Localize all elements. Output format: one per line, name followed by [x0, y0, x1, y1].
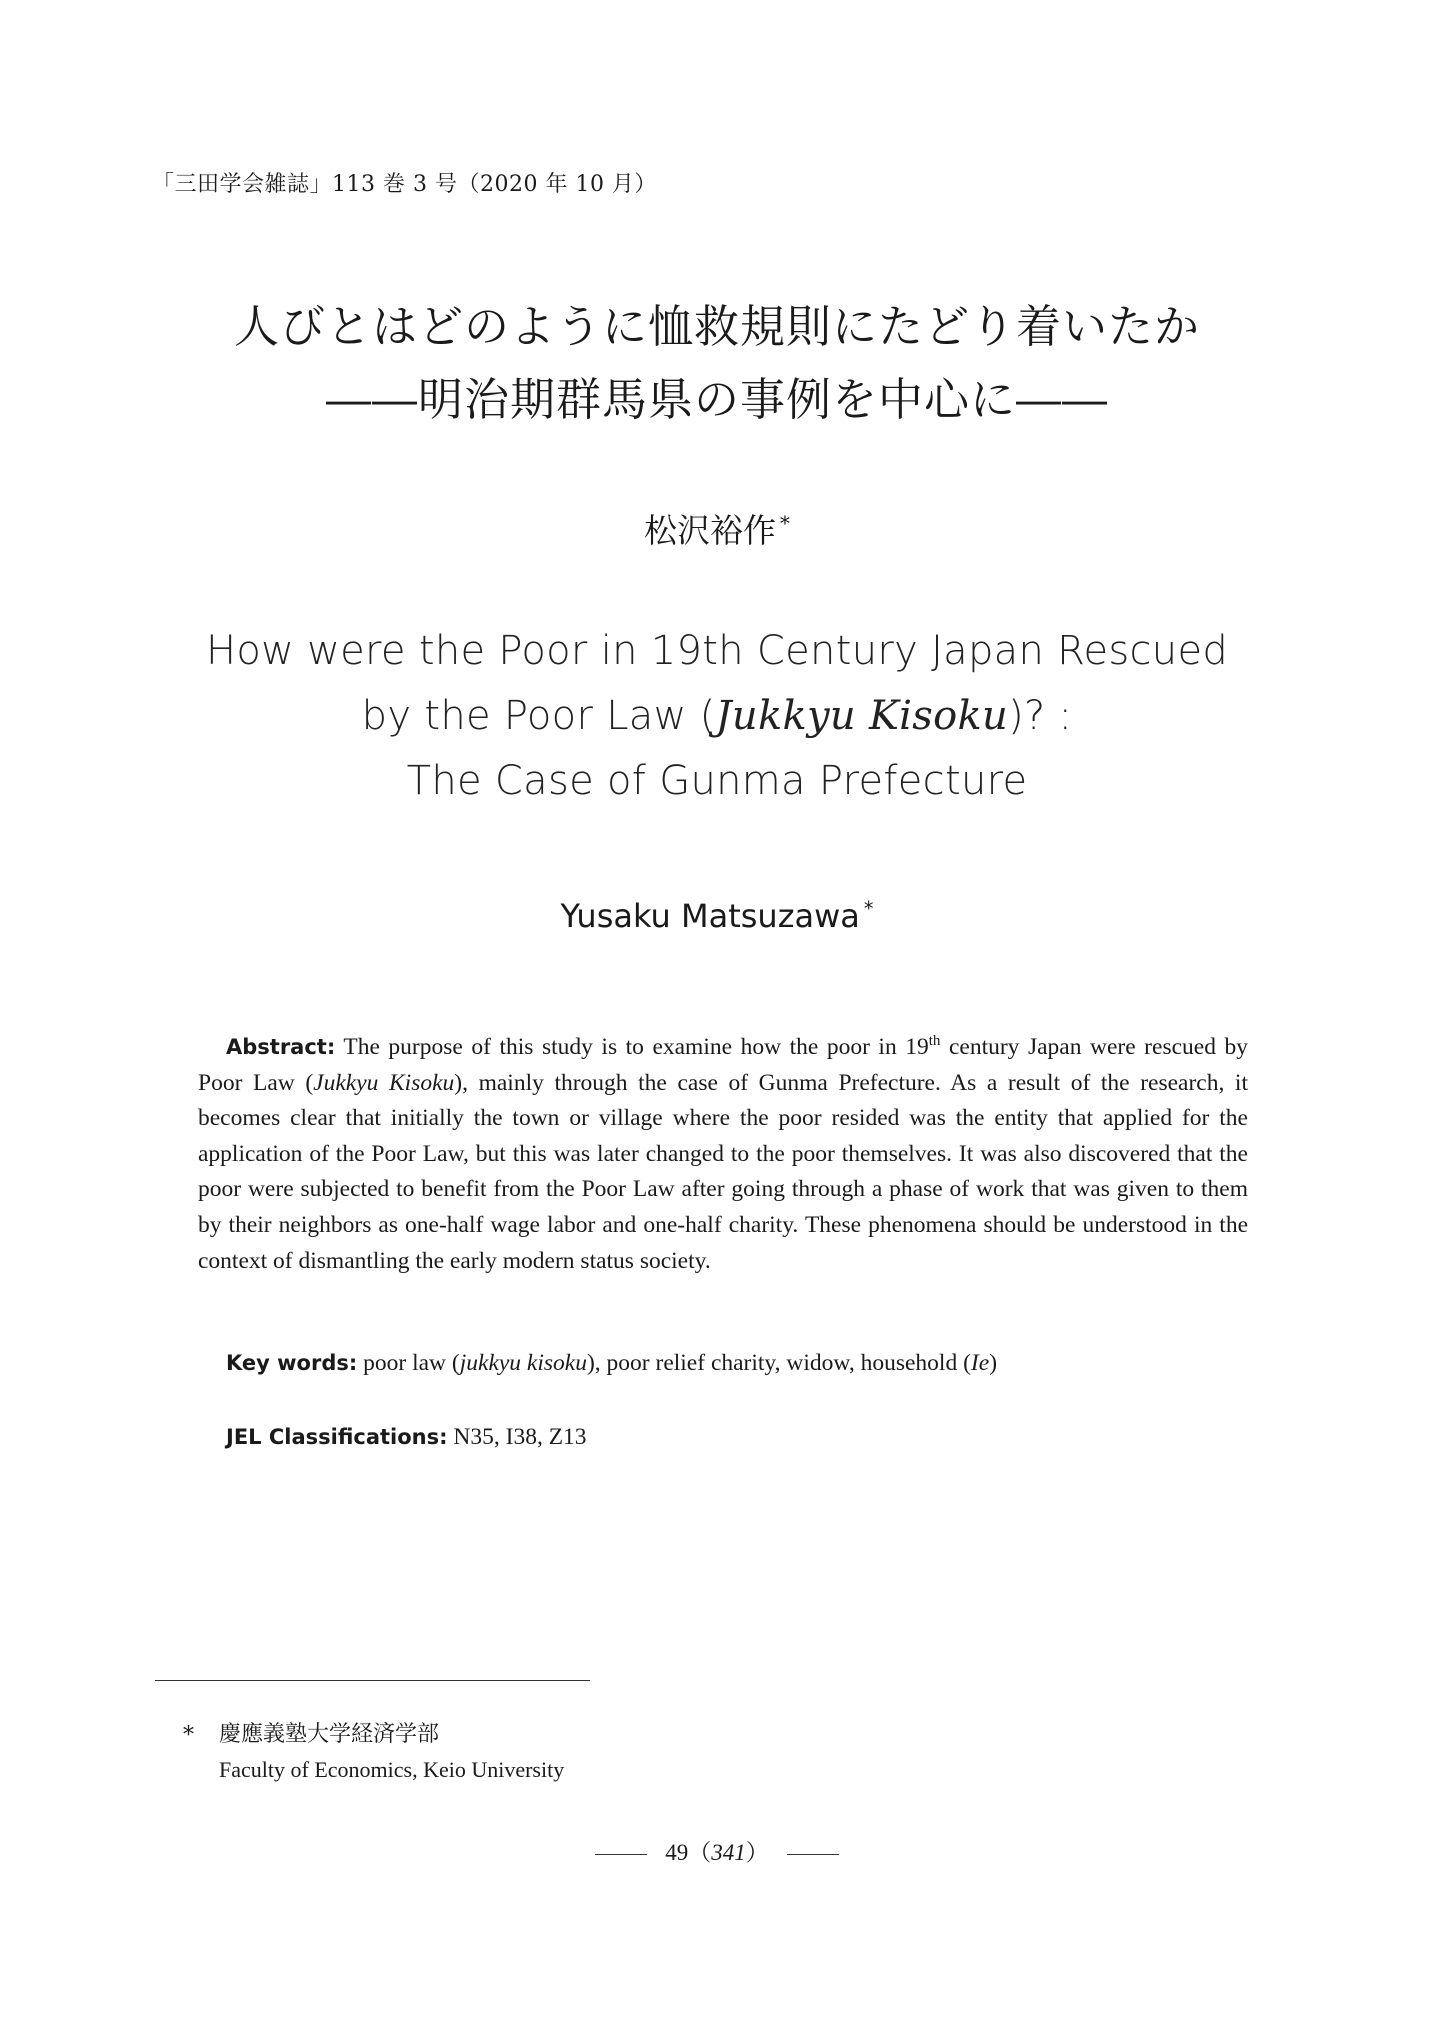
keywords-italic-2: Ie — [970, 1350, 990, 1376]
page-number-right-dash — [787, 1854, 839, 1855]
japanese-title-line-1: 人びとはどのように恤救規則にたどり着いたか — [233, 300, 1200, 353]
author-japanese-name: 松沢裕作 — [644, 511, 777, 550]
keywords-italic-1: jukkyu kisoku — [459, 1350, 587, 1376]
keywords — [226, 1350, 997, 1377]
jel-label: JEL Classifications: — [226, 1425, 448, 1449]
page-number-current: 49 — [665, 1840, 689, 1865]
jel-value: N35, I38, Z13 — [447, 1424, 587, 1450]
page-number-close-paren: ） — [745, 1840, 769, 1865]
english-title-line-2-pre: by the Poor Law ( — [361, 693, 716, 739]
author-footnote-mark: * — [780, 512, 790, 535]
keywords-text-1: poor law ( — [357, 1350, 460, 1376]
abstract — [198, 1030, 1248, 1279]
page-number-open-paren: （ — [688, 1840, 712, 1865]
page-number-left-dash — [595, 1854, 647, 1855]
keywords-text-2: ), poor relief charity, widow, household ( — [586, 1350, 971, 1376]
author-english-footnote-mark: * — [863, 897, 874, 921]
keywords-text-3: ) — [989, 1350, 998, 1376]
abstract-text-3: ), mainly through the case of Gunma Prefecture. As a result of the research, it becomes clear that initially the town or village where the poor resided was the entity that applied for the application of the Poor Law, but this was later changed to the poor themselves. It was also discovered that the poor were subjected to benefit from the Poor Law after going through a phase of work that was given to them by their neighbors as one-half wage labor and one-half charity. These phenomena should be understood in the context of dismantling the early modern status society. — [198, 1069, 1248, 1274]
footnote-rule — [155, 1680, 590, 1681]
journal-header: 「三田学会雑誌」113 巻 3 号（2020 年 10 月） — [152, 172, 657, 197]
english-title-line-2-post: )? : — [1008, 693, 1073, 739]
abstract-italic: Jukkyu Kisoku — [313, 1069, 455, 1096]
english-title-line-2 — [0, 693, 1434, 739]
japanese-title-line-2: ――明治期群馬県の事例を中心に―― — [325, 373, 1108, 426]
footnote-mark: * — [183, 1723, 194, 1748]
abstract-label: Abstract: — [226, 1035, 336, 1059]
footnote-lines — [219, 1716, 564, 1788]
author-english-name: Yusaku Matsuzawa — [560, 897, 860, 935]
page-number — [0, 1834, 1434, 1867]
footnote-affiliation-en: Faculty of Economics, Keio University — [219, 1757, 565, 1782]
english-title-line-3: The Case of Gunma Prefecture — [406, 758, 1028, 804]
abstract-superscript: th — [928, 1033, 941, 1050]
english-title-line-1: How were the Poor in 19th Century Japan Rescued — [205, 628, 1229, 674]
author-japanese — [0, 505, 1434, 552]
footnote-affiliation-jp: 慶應義塾大学経済学部 — [219, 1721, 440, 1746]
page-number-total: 341 — [711, 1840, 746, 1865]
jel-classifications — [226, 1424, 587, 1451]
abstract-text-1: The purpose of this study is to examine how the poor in 19 — [335, 1034, 929, 1060]
keywords-label: Key words: — [226, 1351, 358, 1375]
author-english — [0, 897, 1434, 935]
english-title-italic: Jukkyu Kisoku — [715, 693, 1009, 739]
abstract-text-2: century Japan were rescued by Poor Law ( — [198, 1034, 1248, 1096]
